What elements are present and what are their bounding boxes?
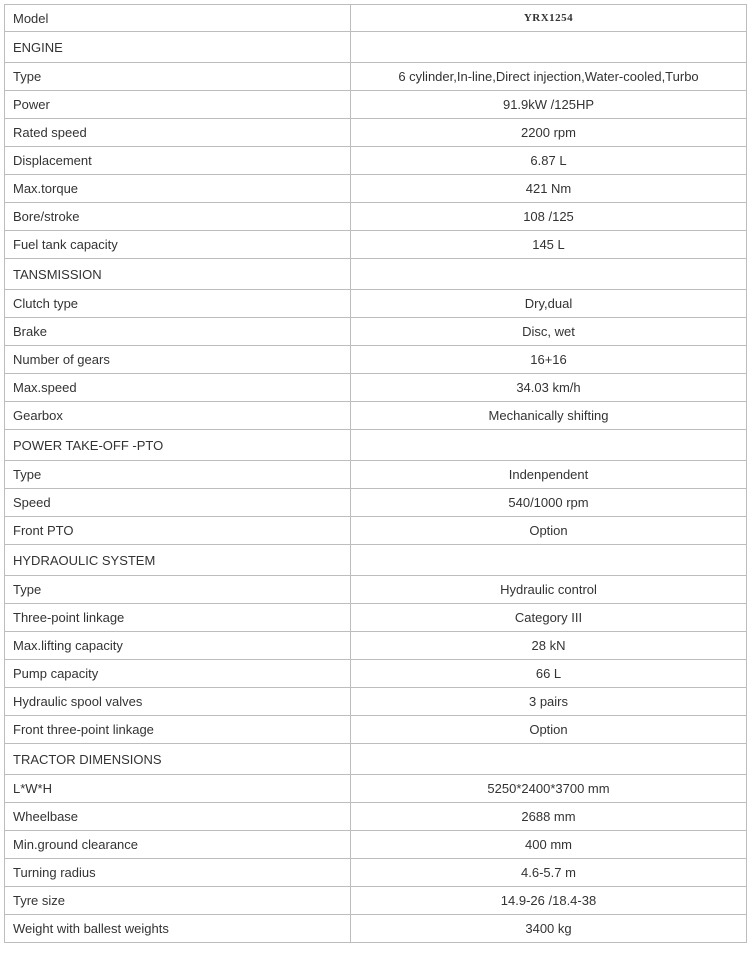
table-row — [5, 915, 747, 943]
spec-label: Pump capacity — [5, 660, 351, 688]
spec-label: Max.lifting capacity — [5, 632, 351, 660]
section-header-row — [5, 259, 747, 290]
spec-value: Indenpendent — [351, 461, 747, 489]
spec-label: Wheelbase — [5, 803, 351, 831]
spec-value: 2200 rpm — [351, 119, 747, 147]
section-title: POWER TAKE-OFF -PTO — [5, 430, 351, 461]
section-empty-cell — [351, 259, 747, 290]
table-row — [5, 489, 747, 517]
spec-value: 400 mm — [351, 831, 747, 859]
spec-label: Front three-point linkage — [5, 716, 351, 744]
spec-label: L*W*H — [5, 775, 351, 803]
section-title: TRACTOR DIMENSIONS — [5, 744, 351, 775]
spec-label: Weight with ballest weights — [5, 915, 351, 943]
spec-label: Rated speed — [5, 119, 351, 147]
spec-label: Brake — [5, 318, 351, 346]
spec-label: Bore/stroke — [5, 203, 351, 231]
spec-table — [4, 4, 747, 943]
spec-label: Turning radius — [5, 859, 351, 887]
spec-label: Three-point linkage — [5, 604, 351, 632]
spec-value: 2688 mm — [351, 803, 747, 831]
spec-value: 14.9-26 /18.4-38 — [351, 887, 747, 915]
spec-label: Min.ground clearance — [5, 831, 351, 859]
spec-value: 66 L — [351, 660, 747, 688]
section-header-row — [5, 32, 747, 63]
spec-value: Category III — [351, 604, 747, 632]
table-row — [5, 231, 747, 259]
section-title: ENGINE — [5, 32, 351, 63]
table-row — [5, 803, 747, 831]
section-title: HYDRAOULIC SYSTEM — [5, 545, 351, 576]
table-row — [5, 318, 747, 346]
spec-label: Number of gears — [5, 346, 351, 374]
spec-label: Fuel tank capacity — [5, 231, 351, 259]
table-row — [5, 660, 747, 688]
table-row — [5, 716, 747, 744]
spec-label: Type — [5, 63, 351, 91]
table-row — [5, 402, 747, 430]
spec-value: 5250*2400*3700 mm — [351, 775, 747, 803]
section-empty-cell — [351, 32, 747, 63]
table-row — [5, 374, 747, 402]
table-row — [5, 290, 747, 318]
table-header-row — [5, 5, 747, 32]
spec-label: Speed — [5, 489, 351, 517]
spec-value: 421 Nm — [351, 175, 747, 203]
spec-value: 91.9kW /125HP — [351, 91, 747, 119]
spec-label: Type — [5, 576, 351, 604]
spec-value: 4.6-5.7 m — [351, 859, 747, 887]
spec-value: 540/1000 rpm — [351, 489, 747, 517]
section-empty-cell — [351, 430, 747, 461]
table-row — [5, 887, 747, 915]
spec-label: Max.speed — [5, 374, 351, 402]
section-header-row — [5, 744, 747, 775]
table-row — [5, 859, 747, 887]
spec-value: Dry,dual — [351, 290, 747, 318]
spec-value: 108 /125 — [351, 203, 747, 231]
spec-value: 6 cylinder,In-line,Direct injection,Water-cooled,Turbo — [351, 63, 747, 91]
spec-value: Option — [351, 716, 747, 744]
spec-label: Clutch type — [5, 290, 351, 318]
section-empty-cell — [351, 545, 747, 576]
spec-value: Hydraulic control — [351, 576, 747, 604]
spec-value: 6.87 L — [351, 147, 747, 175]
model-value: YRX1254 — [351, 5, 747, 32]
spec-value: 16+16 — [351, 346, 747, 374]
section-empty-cell — [351, 744, 747, 775]
table-row — [5, 831, 747, 859]
spec-label: Tyre size — [5, 887, 351, 915]
table-row — [5, 461, 747, 489]
table-row — [5, 203, 747, 231]
section-header-row — [5, 430, 747, 461]
spec-label: Max.torque — [5, 175, 351, 203]
spec-value: 3 pairs — [351, 688, 747, 716]
spec-value: 28 kN — [351, 632, 747, 660]
table-row — [5, 517, 747, 545]
section-header-row — [5, 545, 747, 576]
spec-table-body — [5, 5, 747, 943]
table-row — [5, 576, 747, 604]
section-title: TANSMISSION — [5, 259, 351, 290]
spec-label: Gearbox — [5, 402, 351, 430]
table-row — [5, 775, 747, 803]
spec-value: Disc, wet — [351, 318, 747, 346]
spec-value: 145 L — [351, 231, 747, 259]
spec-value: Mechanically shifting — [351, 402, 747, 430]
spec-label: Displacement — [5, 147, 351, 175]
spec-label: Hydraulic spool valves — [5, 688, 351, 716]
table-row — [5, 175, 747, 203]
spec-label: Front PTO — [5, 517, 351, 545]
table-row — [5, 119, 747, 147]
table-row — [5, 147, 747, 175]
table-row — [5, 346, 747, 374]
spec-value: 34.03 km/h — [351, 374, 747, 402]
table-row — [5, 604, 747, 632]
table-row — [5, 632, 747, 660]
spec-value: Option — [351, 517, 747, 545]
table-row — [5, 91, 747, 119]
table-row — [5, 63, 747, 91]
spec-label: Power — [5, 91, 351, 119]
table-row — [5, 688, 747, 716]
spec-value: 3400 kg — [351, 915, 747, 943]
model-label: Model — [5, 5, 351, 32]
spec-label: Type — [5, 461, 351, 489]
